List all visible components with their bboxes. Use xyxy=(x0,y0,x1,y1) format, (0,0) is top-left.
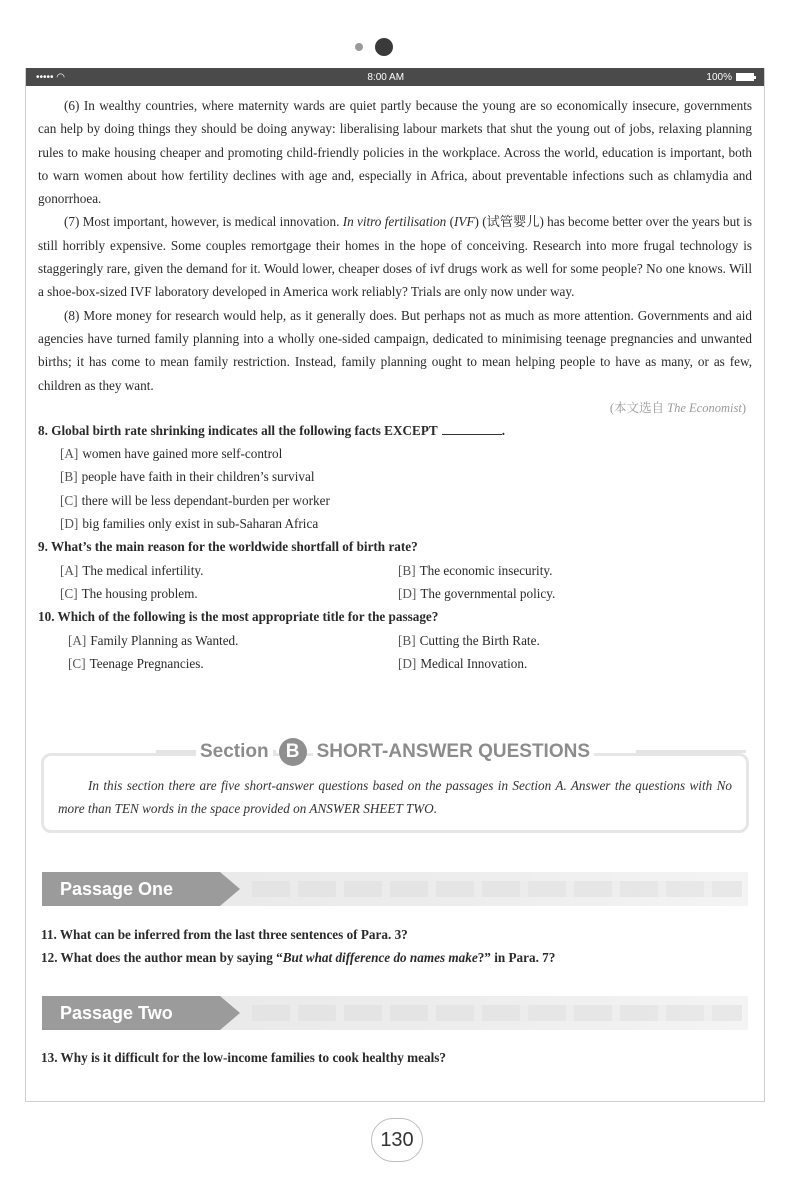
option-letter: [A] xyxy=(60,446,79,462)
option-10a[interactable] xyxy=(68,629,398,652)
status-bar xyxy=(26,68,764,86)
option-text: The housing problem. xyxy=(81,585,198,601)
source-citation xyxy=(38,397,752,419)
passage-two-banner xyxy=(42,996,748,1030)
section-word: Section xyxy=(196,741,273,763)
question-11: 11. What can be inferred from the last three sentences of Para. 3? xyxy=(41,927,408,942)
option-letter: [C] xyxy=(68,655,86,671)
signal-indicator xyxy=(36,72,65,83)
page-number: 130 xyxy=(371,1118,423,1162)
battery-indicator xyxy=(706,72,754,83)
option-text: Medical Innovation. xyxy=(420,655,528,671)
reading-content xyxy=(26,86,764,675)
header-rule-right xyxy=(636,750,746,753)
option-letter: [B] xyxy=(398,562,416,578)
tablet-screen xyxy=(25,68,765,1102)
question-8-options xyxy=(38,442,752,535)
option-8b[interactable] xyxy=(38,465,752,488)
option-8a[interactable] xyxy=(38,442,752,465)
paragraph-6: (6) In wealthy countries, where maternity wards are quiet partly because the young are so economically insecure, governments can help by doing things they should be doing anyway: liberalising labour markets that shut the young out of jobs, relaxing planning rules to make housing cheaper and promoting child-friendly policies in the workplace. Across the world, education is important, both to warn women about how fertility declines with age and, especially in Africa, about preventable infections such as chlamydia and gonorrhoea. xyxy=(38,98,752,207)
section-b-title: SHORT-ANSWER QUESTIONS xyxy=(313,741,594,763)
paragraph-8: (8) More money for research would help, as it generally does. But perhaps not as much as more attention. Governments and aid agencies have turned family planning into a wholly one-sided campaign, dedicated to minimising teenage pregnancies and unwanted births; it has come to mean family restriction. Instead, family planning ought to mean helping people to have as many, or as few, children as they want. xyxy=(38,307,752,393)
option-8d[interactable] xyxy=(38,512,752,535)
option-text: people have faith in their children’s survival xyxy=(81,469,315,485)
status-time: 8:00 AM xyxy=(367,71,405,83)
option-9b[interactable] xyxy=(398,559,718,582)
section-letter-badge: B xyxy=(279,738,307,766)
camera-sensor xyxy=(355,43,363,51)
banner-arrow xyxy=(220,872,240,906)
device-camera xyxy=(355,38,393,56)
option-text: women have gained more self-control xyxy=(82,446,283,462)
battery-percent: 100% xyxy=(706,71,732,83)
option-text: Family Planning as Wanted. xyxy=(90,632,239,648)
option-letter: [C] xyxy=(60,492,78,508)
p7-text-2: ( xyxy=(446,214,454,230)
passage-one-label: Passage One xyxy=(42,872,220,906)
p7-italic-term: In vitro fertilisation xyxy=(342,214,447,230)
banner-texture xyxy=(252,881,742,897)
section-b-instructions: In this section there are five short-answer questions based on the passages in Section A. Answer the questions with No more than TEN words in the space provided on ANSWER SHEET TWO. xyxy=(41,753,749,833)
q12-quote: But what difference do names make xyxy=(282,950,478,965)
signal-icon: ••••• ◠ xyxy=(36,71,66,83)
option-10c[interactable] xyxy=(68,652,398,675)
option-9a[interactable] xyxy=(60,559,398,582)
passage-one-banner xyxy=(42,872,748,906)
option-text: The governmental policy. xyxy=(420,585,556,601)
source-title: The Economist xyxy=(667,400,742,415)
option-text: The economic insecurity. xyxy=(419,562,553,578)
option-text: big families only exist in sub-Saharan Africa xyxy=(82,516,319,532)
question-10: 10. Which of the following is the most appropriate title for the passage? xyxy=(38,609,439,625)
p7-text-1: (7) Most important, however, is medical innovation. xyxy=(64,214,343,230)
passage-two-label: Passage Two xyxy=(42,996,220,1030)
option-10d[interactable] xyxy=(398,652,718,675)
option-text: Teenage Pregnancies. xyxy=(89,655,204,671)
question-9: 9. What’s the main reason for the worldwide shortfall of birth rate? xyxy=(38,539,418,555)
question-9-options xyxy=(38,559,752,606)
paragraph-7 xyxy=(38,210,752,303)
section-b-header xyxy=(26,732,764,772)
answer-blank xyxy=(442,422,502,435)
q12-text-2: ?” in Para. 7? xyxy=(477,950,556,965)
option-9d[interactable] xyxy=(398,582,718,605)
p7-ivf-term: IVF xyxy=(454,214,475,230)
option-8c[interactable] xyxy=(38,489,752,512)
option-letter: [C] xyxy=(60,585,78,601)
option-letter: [D] xyxy=(398,585,417,601)
option-letter: [B] xyxy=(398,632,416,648)
source-prefix: (本文选自 xyxy=(609,400,668,415)
option-9c[interactable] xyxy=(60,582,398,605)
option-letter: [D] xyxy=(398,655,417,671)
option-letter: [A] xyxy=(60,562,79,578)
banner-texture xyxy=(252,1005,742,1021)
option-text: The medical infertility. xyxy=(82,562,204,578)
source-suffix: ) xyxy=(741,400,746,415)
question-10-options xyxy=(38,629,752,676)
q12-text-1: 12. What does the author mean by saying “ xyxy=(41,950,283,965)
option-letter: [A] xyxy=(68,632,87,648)
question-8 xyxy=(38,419,752,442)
option-text: there will be less dependant-burden per worker xyxy=(81,492,330,508)
question-13: 13. Why is it difficult for the low-income families to cook healthy meals? xyxy=(41,1050,446,1065)
option-letter: [D] xyxy=(60,516,79,532)
option-letter: [B] xyxy=(60,469,78,485)
question-12 xyxy=(41,946,555,969)
question-8-text: 8. Global birth rate shrinking indicates all the following facts EXCEPT xyxy=(38,422,438,438)
question-8-end: . xyxy=(501,422,505,438)
p7-text-3: ) (试管婴儿) has become better over the years but is still horribly expensive. Some couples remortgage their homes in the hope of conceiving. Research into more frugal technology is staggeringly rare, given the demand for it. Would lower, cheaper doses of ivf drugs work as well for some people? No one knows. Will a shoe-box-sized IVF laboratory developed in America work reliably? Trials are only now under way. xyxy=(38,214,752,300)
camera-lens xyxy=(375,38,393,56)
option-text: Cutting the Birth Rate. xyxy=(419,632,540,648)
battery-icon xyxy=(736,73,754,81)
option-10b[interactable] xyxy=(398,629,718,652)
banner-arrow xyxy=(220,996,240,1030)
